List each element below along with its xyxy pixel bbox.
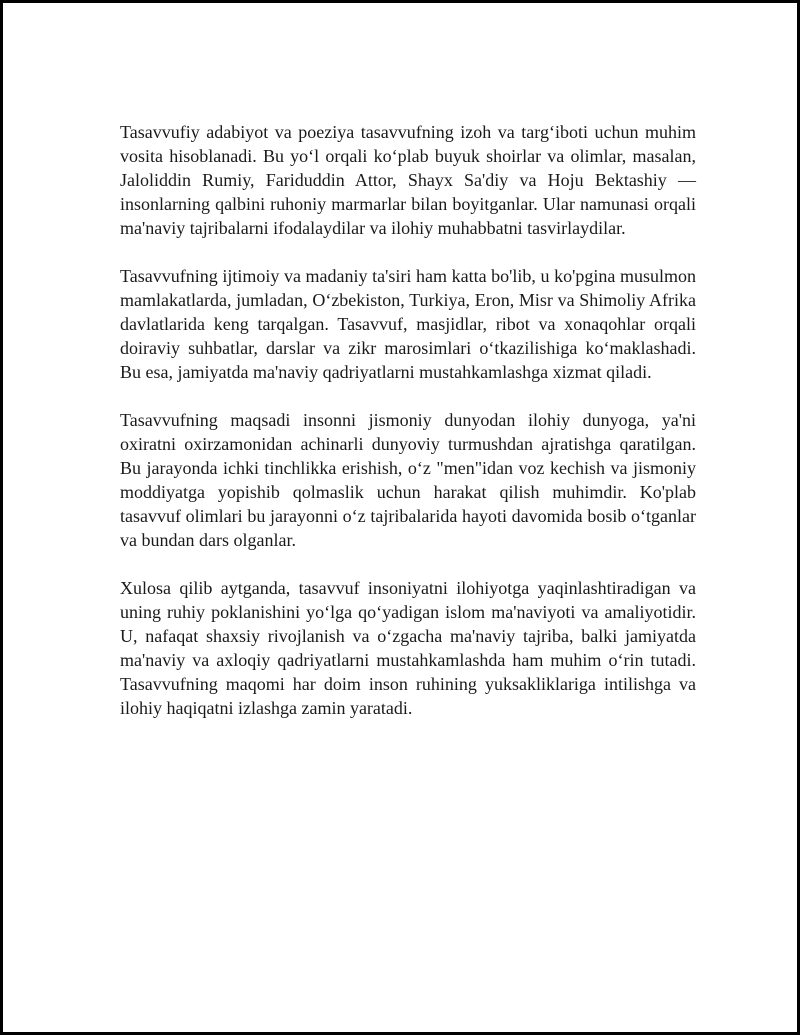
paragraph-1: Tasavvufiy adabiyot va poeziya tasavvufning izoh va targ‘iboti uchun muhim vosita hisoblanadi. Bu yo‘l orqali ko‘plab buyuk shoirlar va olimlar, masalan, Jaloliddin Rumiy, Fariduddin Attor, Shayx Sa'diy va Hoju Bektashiy — insonlarning qalbini ruhoniy marmarlar bilan boyitganlar. Ular namunasi orqali ma'naviy tajribalarni ifodalaydilar va ilohiy muhabbatni tasvirlaydilar. — [120, 122, 696, 238]
paragraph-4: Xulosa qilib aytganda, tasavvuf insoniyatni ilohiyotga yaqinlashtiradigan va uning ruhiy poklanishini yo‘lga qo‘yadigan islom ma'naviyoti va amaliyotidir. U, nafaqat shaxsiy rivojlanish va o‘zgacha ma'naviy tajriba, balki jamiyatda ma'naviy va axloqiy qadriyatlarni mustahkamlashda ham muhim o‘rin tutadi. Tasavvufning maqomi har doim inson ruhining yuksakliklariga intilishga va ilohiy haqiqatni izlashga zamin yaratadi. — [120, 578, 696, 718]
paragraph-3: Tasavvufning maqsadi insonni jismoniy dunyodan ilohiy dunyoga, ya'ni oxiratni oxirzamonidan achinarli dunyoviy turmushdan ajratishga qaratilgan. Bu jarayonda ichki tinchlikka erishish, o‘z "men"idan voz kechish va jismoniy moddiyatga yopishib qolmaslik uchun harakat qilish muhimdir. Ko'plab tasavvuf olimlari bu jarayonni o‘z tajribalarida hayoti davomida bosib o‘tganlar va bundan dars olganlar. — [120, 410, 696, 550]
document-body — [120, 120, 696, 720]
paragraph-2: Tasavvufning ijtimoiy va madaniy ta'siri ham katta bo'lib, u ko'pgina musulmon mamlakatlarda, jumladan, O‘zbekiston, Turkiya, Eron, Misr va Shimoliy Afrika davlatlarida keng tarqalgan. Tasavvuf, masjidlar, ribot va xonaqohlar orqali doiraviy suhbatlar, darslar va zikr marosimlari o‘tkazilishiga ko‘maklashadi. Bu esa, jamiyatda ma'naviy qadriyatlarni mustahkamlashga xizmat qiladi. — [120, 266, 696, 382]
